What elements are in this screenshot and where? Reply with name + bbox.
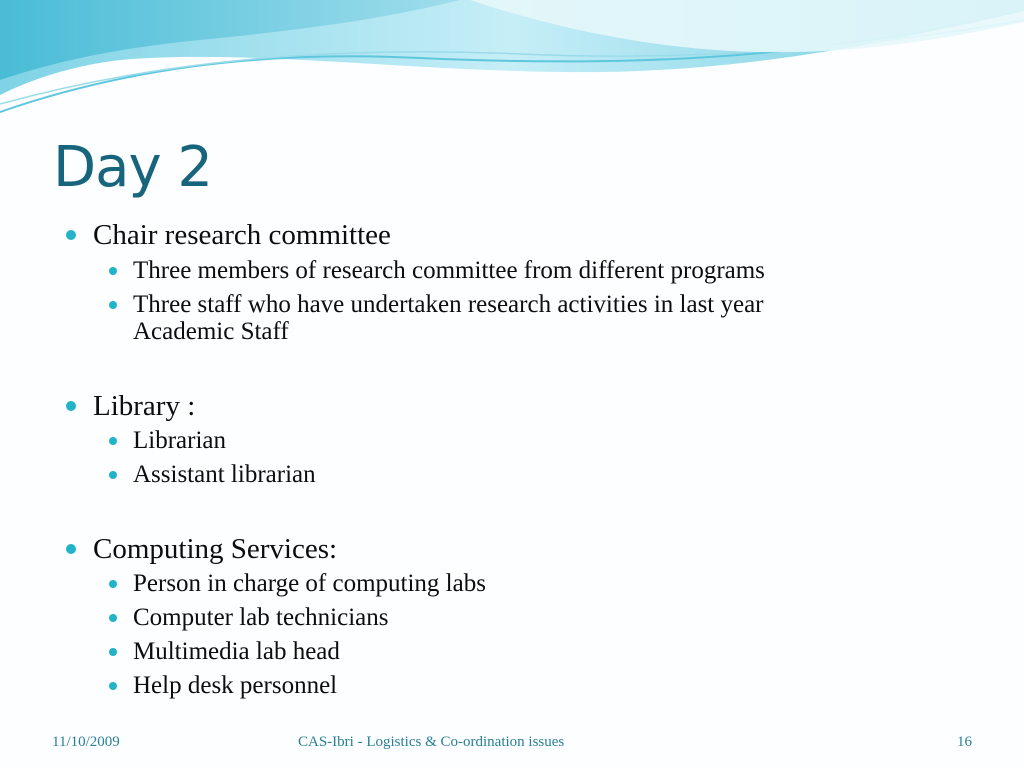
bullet-dot-icon — [109, 614, 117, 622]
bullet-dot-icon — [109, 648, 117, 656]
bullet-text: Library : — [93, 390, 196, 422]
footer-center-text: CAS-Ibri - Logistics & Co-ordination issues — [298, 734, 565, 750]
sub-bullet-item — [133, 257, 765, 285]
bullet-text: Librarian — [133, 427, 227, 454]
sub-bullet-continuation — [133, 318, 289, 346]
bullet-text: Computer lab technicians — [133, 604, 389, 631]
bullet-dot-icon — [109, 267, 117, 275]
sub-bullet-item — [133, 604, 388, 632]
bullet-dot-icon — [109, 580, 117, 588]
sub-bullet-item — [133, 638, 340, 666]
bullet-dot-icon — [66, 401, 76, 411]
bullet-text: Assistant librarian — [133, 461, 316, 488]
slide-title: Day 2 — [53, 135, 213, 200]
bullet-text: Three staff who have undertaken research activities in last year — [133, 291, 764, 318]
bullet-dot-icon — [109, 682, 117, 690]
sub-bullet-item — [133, 672, 337, 700]
bullet-item — [93, 219, 391, 251]
footer-page-number: 16 — [957, 734, 972, 750]
bullet-text: Academic Staff — [133, 318, 289, 345]
bullet-text: Help desk personnel — [133, 672, 338, 699]
sub-bullet-item — [133, 461, 316, 489]
bullet-dot-icon — [66, 230, 76, 240]
bullet-text: Chair research committee — [93, 219, 391, 251]
bullet-text: Person in charge of computing labs — [133, 570, 486, 597]
bullet-dot-icon — [66, 544, 76, 554]
bullet-item — [93, 533, 337, 565]
footer-date: 11/10/2009 — [52, 734, 120, 750]
bullet-dot-icon — [109, 301, 117, 309]
header-wave-decoration — [0, 0, 1024, 130]
sub-bullet-item — [133, 427, 226, 455]
sub-bullet-item — [133, 291, 764, 319]
bullet-item — [93, 390, 195, 422]
bullet-text: Multimedia lab head — [133, 638, 340, 665]
sub-bullet-item — [133, 570, 486, 598]
bullet-text: Computing Services: — [93, 533, 338, 565]
bullet-text: Three members of research committee from different programs — [133, 257, 765, 284]
bullet-dot-icon — [109, 437, 117, 445]
bullet-dot-icon — [109, 471, 117, 479]
